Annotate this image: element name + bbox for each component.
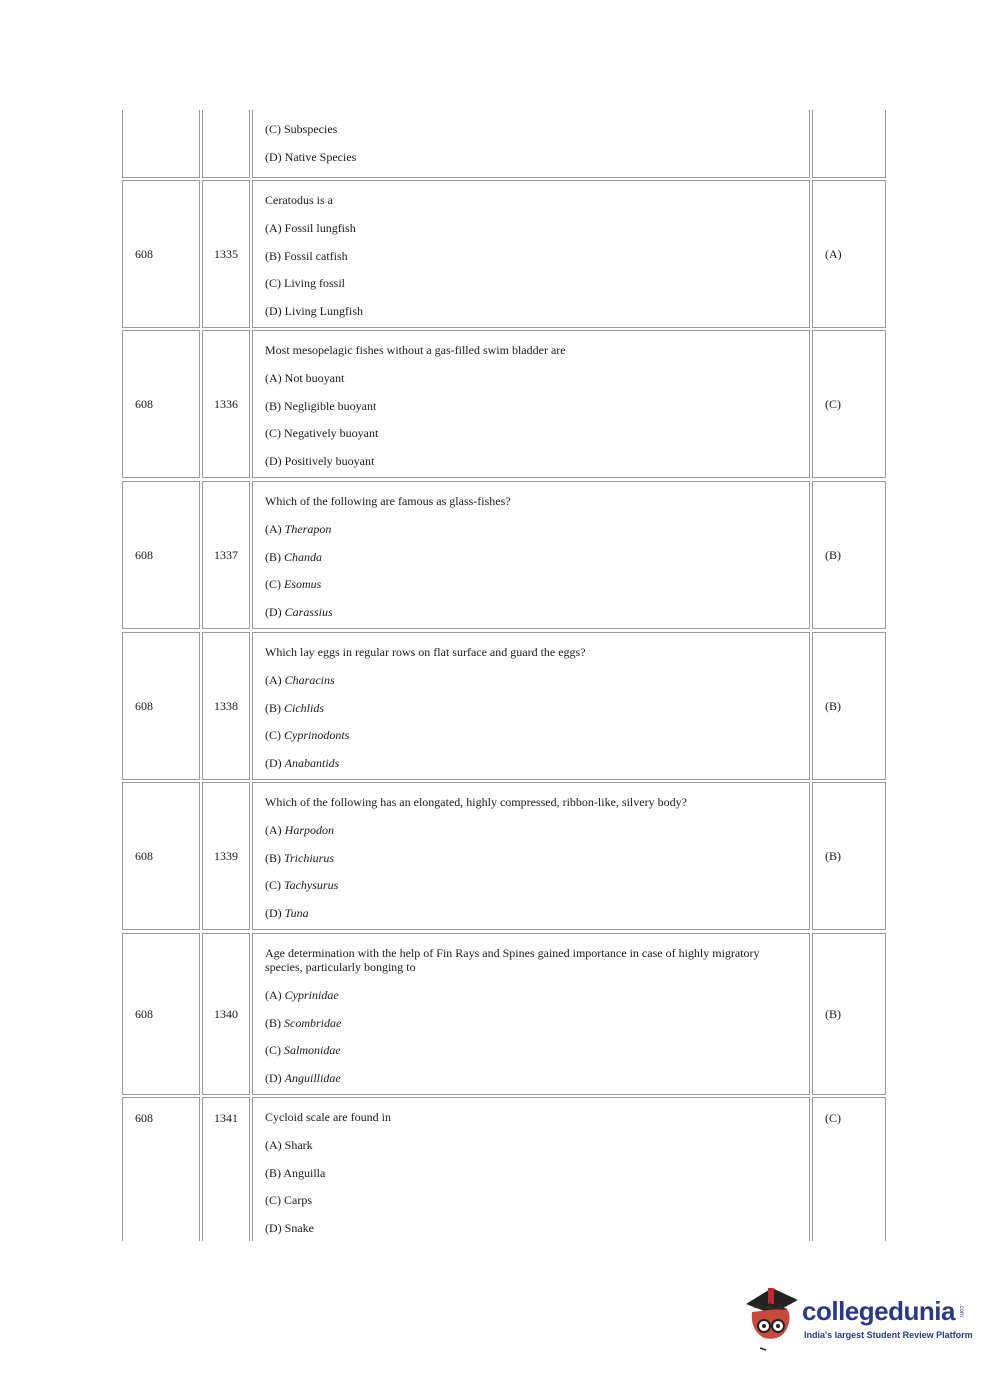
option-text: Tuna [284,906,309,921]
option-text: Cyprinidae [284,988,339,1002]
question-number-cell [202,110,250,178]
answer-option [265,276,789,290]
question-number-cell-value: 1335 [214,247,238,261]
question-cell [252,180,810,328]
answer-option [265,756,789,770]
collegedunia-logo [742,1282,972,1352]
answer-option [265,906,789,920]
answer-cell [812,782,886,930]
question-number-cell [202,782,250,930]
page-number-cell-value: 608 [135,397,153,411]
option-label: (D) [265,605,285,620]
table-row [122,330,886,478]
answer-option [265,1043,789,1057]
option-text: Negatively buoyant [284,426,379,441]
option-text: Positively buoyant [284,454,375,469]
page-number-cell [122,782,200,930]
answer-option [265,823,789,837]
answer-cell-value: (B) [825,849,841,863]
answer-option [265,577,789,591]
page-number-cell [122,933,200,1095]
answer-option [265,878,789,892]
option-label: (A) [265,673,285,687]
page-number-cell-value: 608 [135,1111,153,1125]
answer-option [265,550,789,564]
option-text: Anguillidae [284,1071,341,1086]
option-label: (D) [265,1221,285,1236]
question-text: Which of the following has an elongated, highly compressed, ribbon-like, silvery body? [265,795,687,809]
option-text: Living fossil [284,276,346,291]
answer-cell [812,933,886,1095]
answer-option [265,673,789,687]
option-label: (D) [265,1071,285,1086]
answer-option [265,454,789,468]
option-text: Negligible buoyant [284,398,377,413]
option-label: (B) [265,1015,284,1030]
option-label: (C) [265,1193,284,1208]
page-number-cell [122,632,200,780]
option-label: (B) [265,700,284,715]
option-label: (A) [265,221,285,235]
answer-cell-value: (B) [825,1007,841,1021]
option-text: Salmonidae [284,1043,341,1058]
option-text: Characins [284,673,335,687]
answer-option [265,701,789,715]
answer-option [265,1193,789,1207]
table-row [122,1097,886,1241]
page-number-cell-value: 608 [135,247,153,261]
page-number-cell [122,481,200,629]
question-text: Most mesopelagic fishes without a gas-filled swim bladder are [265,343,566,357]
answer-cell [812,632,886,780]
page-number-cell-value: 608 [135,699,153,713]
question-number-cell [202,933,250,1095]
answer-option [265,988,789,1002]
answer-cell [812,330,886,478]
option-text: Harpodon [284,823,335,837]
answer-option [265,522,789,536]
answer-option [265,1071,789,1085]
option-label: (C) [265,276,284,291]
question-text: Cycloid scale are found in [265,1110,391,1124]
option-label: (C) [265,577,284,592]
question-cell [252,632,810,780]
option-text: Trichiurus [284,850,335,865]
option-label: (C) [265,426,284,441]
answer-cell-value: (B) [825,699,841,713]
option-text: Therapon [284,522,332,536]
option-text: Cichlids [284,700,325,715]
question-cell [252,1097,810,1241]
question-number-cell [202,180,250,328]
logo-domain-suffix: .com [958,1304,964,1318]
option-label: (C) [265,728,284,743]
option-text: Chanda [284,549,323,564]
option-label: (A) [265,522,285,536]
answer-cell-value: (C) [825,1111,841,1125]
page-number-cell-value: 608 [135,1007,153,1021]
answer-option [265,851,789,865]
option-label: (B) [265,850,284,865]
answer-cell-value: (C) [825,397,841,411]
option-text: Scombridae [284,1015,342,1030]
option-label: (B) [265,549,284,564]
logo-brand-text: collegedunia [802,1296,955,1326]
answer-cell [812,481,886,629]
answer-cell [812,1097,886,1241]
answer-option [265,1016,789,1030]
mascot-icon [742,1282,802,1352]
question-number-cell [202,481,250,629]
option-label: (A) [265,988,285,1002]
question-number-cell [202,1097,250,1241]
table-row [122,481,886,629]
answer-cell [812,110,886,178]
option-text: Fossil catfish [284,248,348,263]
question-number-cell-value: 1336 [214,397,238,411]
option-text: Anguilla [283,1165,326,1180]
option-text: Esomus [284,577,322,592]
option-text: Snake [284,1221,314,1236]
option-text: Subspecies [284,122,338,136]
question-number-cell-value: 1337 [214,548,238,562]
option-label: (B) [265,1165,284,1180]
option-label: (C) [265,1043,284,1058]
option-label: (A) [265,1138,285,1152]
page-number-cell-value: 608 [135,548,153,562]
answer-option [265,1166,789,1180]
option-label: (D) [265,906,285,921]
table-row [122,933,886,1095]
option-text: Anabantids [284,756,340,771]
option-label: (D) [265,149,285,164]
question-text: Age determination with the help of Fin Rays and Spines gained importance in case of highly migratory species, particularly bonging to [265,946,760,974]
question-number-cell-value: 1339 [214,849,238,863]
question-number-cell [202,632,250,780]
option-text: Not buoyant [284,371,345,385]
answer-option [265,605,789,619]
option-label: (D) [265,454,285,469]
question-cell [252,933,810,1095]
answer-option [265,150,789,164]
answer-option [265,1138,789,1152]
option-text: Fossil lungfish [284,221,356,235]
answer-option [265,1221,789,1235]
page-number-cell [122,330,200,478]
page-number-cell [122,180,200,328]
question-number-cell-value: 1338 [214,699,238,713]
option-label: (B) [265,248,284,263]
question-cell [252,110,810,178]
table-row [122,180,886,328]
question-text: Ceratodus is a [265,193,333,207]
table-row [122,782,886,930]
option-label: (A) [265,823,285,837]
question-text: Which of the following are famous as glass-fishes? [265,494,511,508]
option-label: (B) [265,398,284,413]
question-cell [252,782,810,930]
option-text: Cyprinodonts [284,728,350,743]
page-number-cell [122,110,200,178]
option-text: Native Species [284,149,357,164]
answer-option [265,399,789,413]
answer-option [265,249,789,263]
option-label: (A) [265,371,285,385]
question-text: Which lay eggs in regular rows on flat surface and guard the eggs? [265,645,586,659]
option-label: (C) [265,122,284,136]
answer-cell-value: (B) [825,548,841,562]
answer-option [265,728,789,742]
answer-option [265,304,789,318]
page-number-cell-value: 608 [135,849,153,863]
question-cell [252,481,810,629]
page-number-cell [122,1097,200,1241]
question-number-cell-value: 1340 [214,1007,238,1021]
table-row [122,632,886,780]
question-number-cell [202,330,250,478]
answer-cell-value: (A) [825,247,842,261]
option-label: (D) [265,756,285,771]
answer-option [265,122,789,136]
option-label: (D) [265,304,285,319]
question-number-cell-value: 1341 [214,1111,238,1125]
logo-tagline: India's largest Student Review Platform [804,1330,973,1340]
option-text: Carps [284,1193,312,1208]
answer-option [265,221,789,235]
question-cell [252,330,810,478]
table-row [122,110,886,178]
option-text: Living Lungfish [284,304,363,319]
answer-option [265,371,789,385]
option-label: (C) [265,878,284,893]
option-text: Shark [284,1138,313,1152]
option-text: Tachysurus [284,878,339,893]
option-text: Carassius [284,605,333,620]
answer-cell [812,180,886,328]
answer-option [265,426,789,440]
